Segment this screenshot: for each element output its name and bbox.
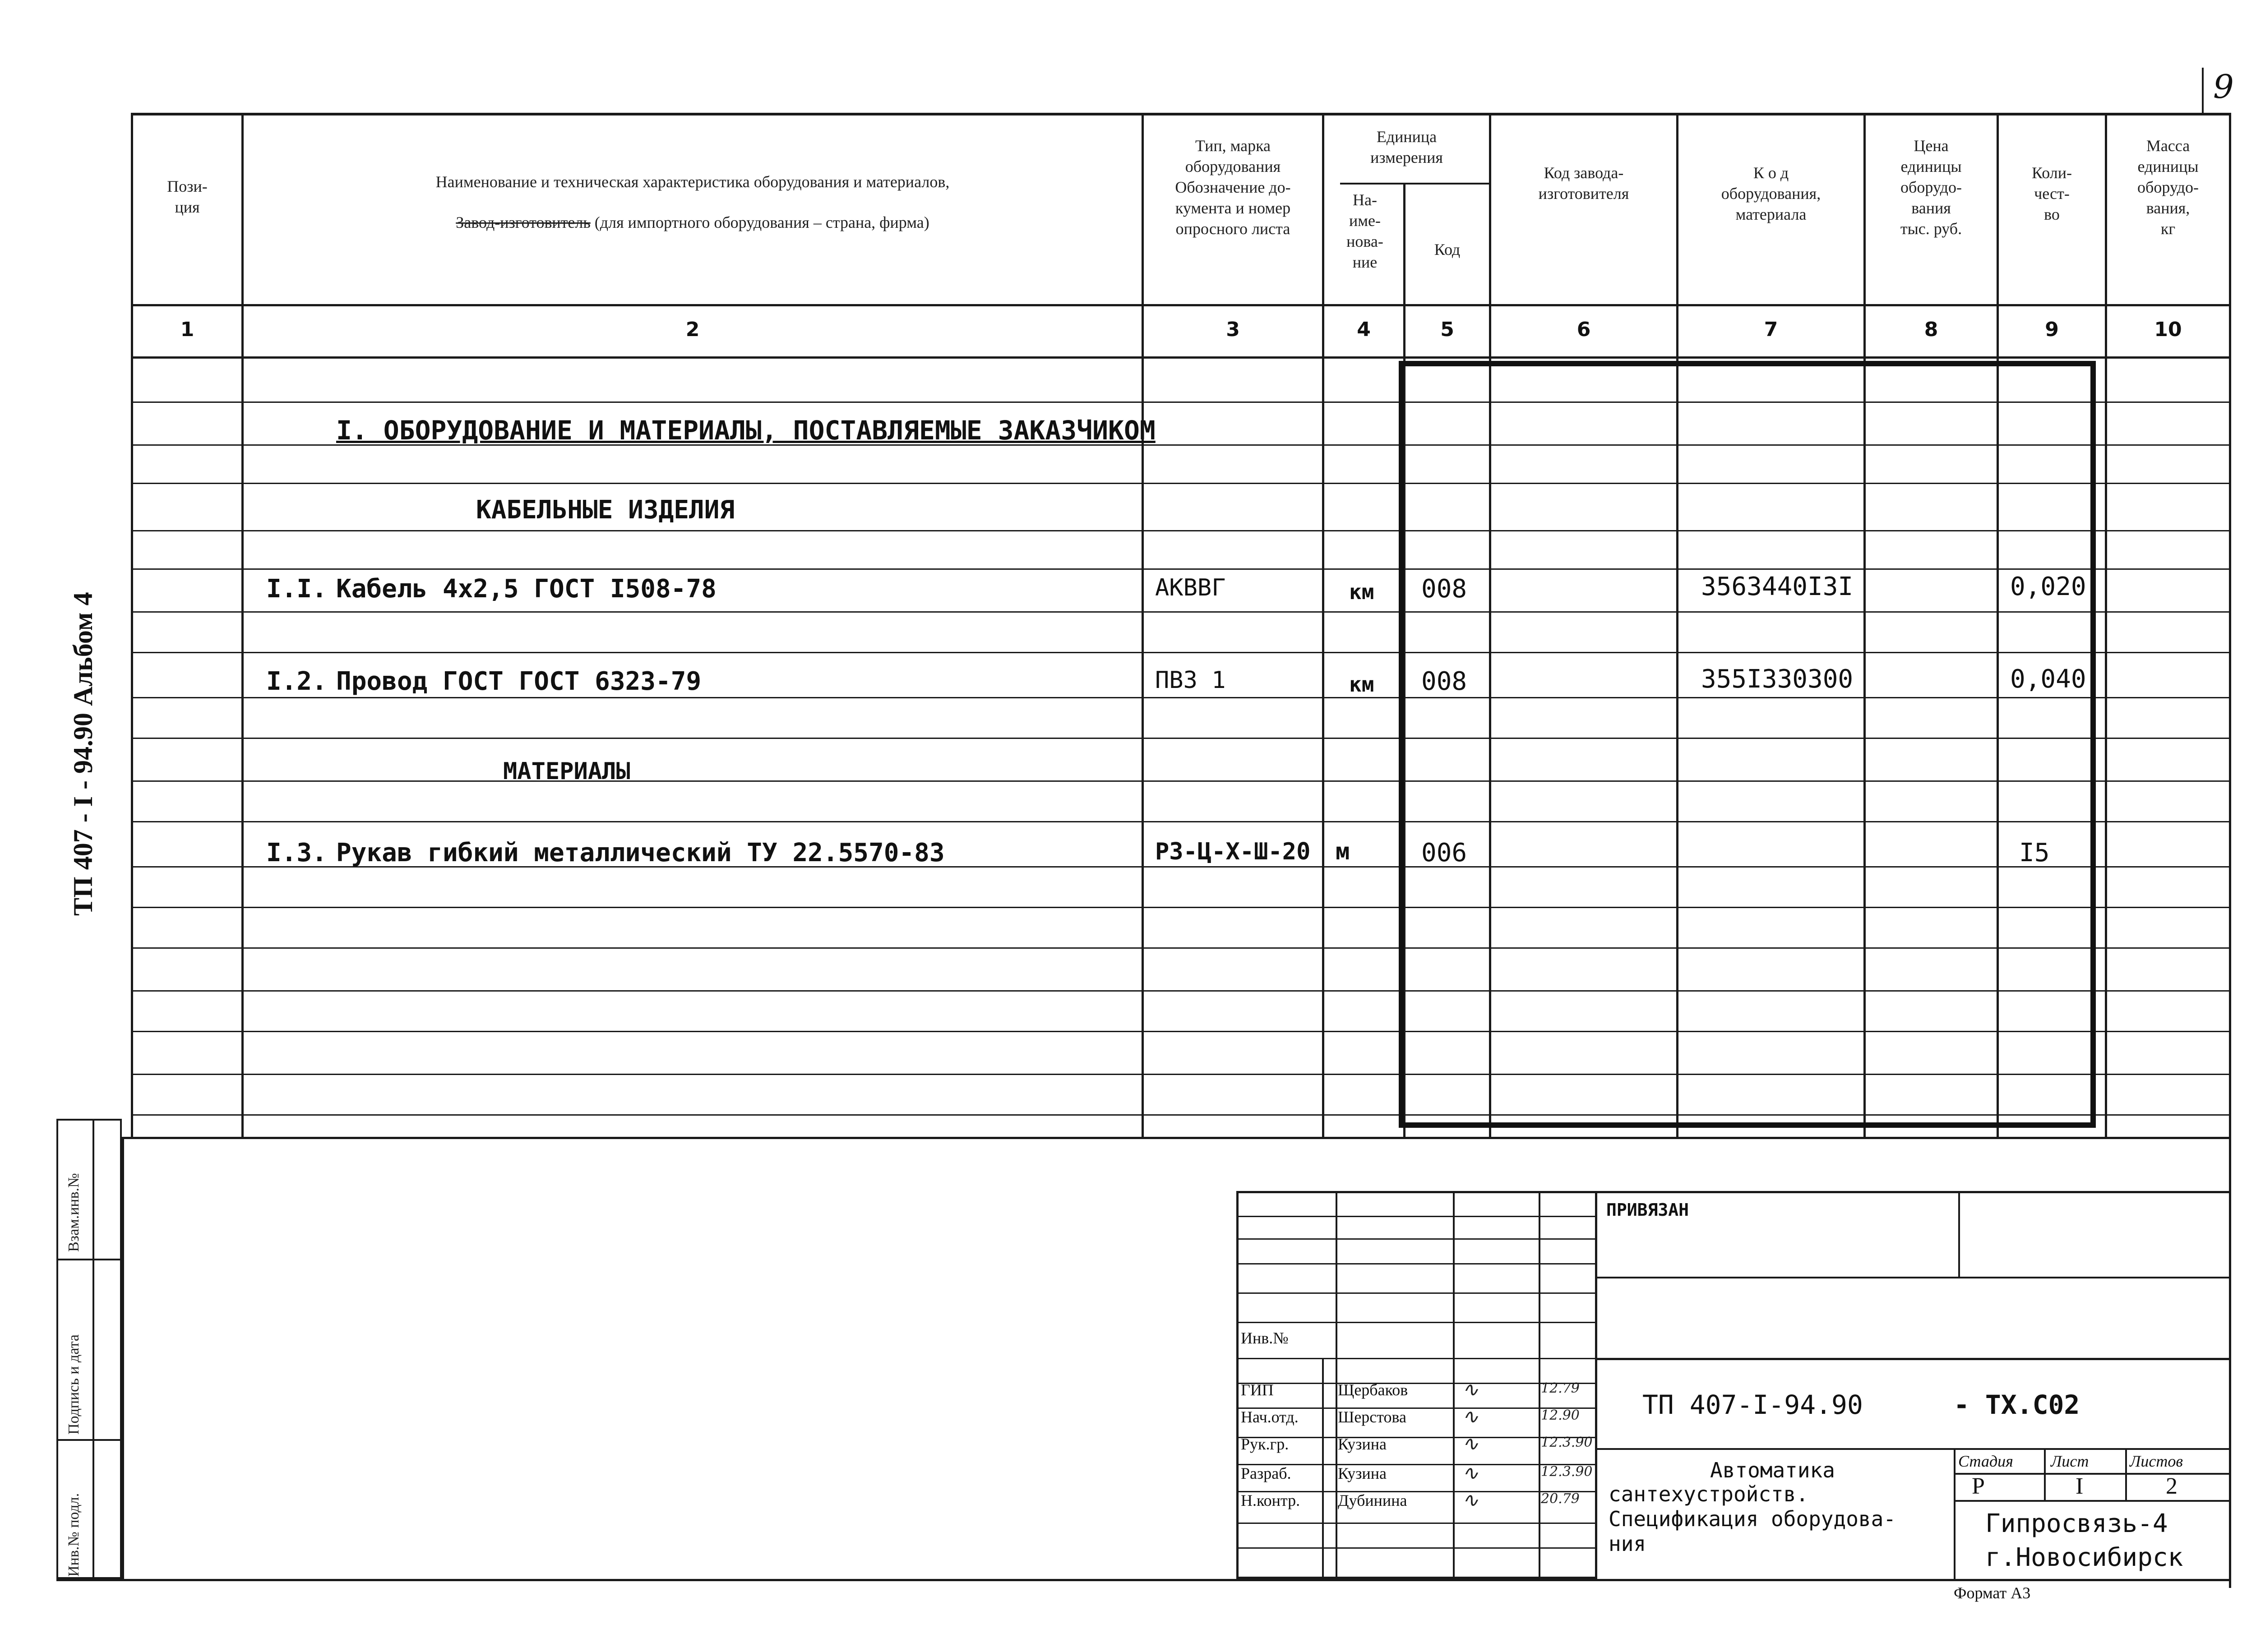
signer-role: Н.контр. [1241,1491,1300,1509]
signature-icon: ∿ [1462,1489,1479,1512]
stage-value: Р [1972,1473,1985,1499]
signature-icon: ∿ [1462,1462,1479,1485]
signer-date: 12.3.90 [1541,1435,1593,1450]
signer-date: 12.3.90 [1541,1464,1593,1480]
title-block-line [1236,1216,1597,1217]
title-block-line [1236,1547,1597,1549]
header-name: Наименование и техническая характеристика оборудования и материалов, [435,173,950,191]
signature-icon: ∿ [1462,1378,1479,1401]
header-position: Пози- ция [167,177,208,216]
highlight-box [1399,361,2096,1128]
org-name: Гипросвязь-4 [1985,1509,2168,1538]
doc-title-line2: сантехустройств. [1609,1482,1809,1506]
header-factory-code: Код завода- изготовителя [1538,164,1629,203]
section-title: I. ОБОРУДОВАНИЕ И МАТЕРИАЛЫ, ПОСТАВЛЯЕМЫЕ ЗАКАЗЧИКОМ [336,415,1156,446]
signer-date: 20.79 [1541,1491,1580,1507]
sheet-label: Лист [2051,1452,2089,1470]
signer-role: ГИП [1241,1381,1274,1399]
signature-icon: ∿ [1462,1405,1479,1428]
header-quantity: Коли- чест- во [2032,164,2072,223]
header-type: Тип, марка оборудования Обозначение до- кумента и номер опросного листа [1175,137,1291,238]
subsection-materials: МАТЕРИАЛЫ [503,758,630,785]
signer-name: Дубинина [1338,1491,1407,1509]
doc-code: ТП 407-I-94.90 [1642,1389,1863,1420]
doc-title-line1: Автоматика [1710,1458,1835,1482]
doc-title-line4: ния [1609,1532,1646,1556]
org-city: г.Новосибирск [1985,1543,2183,1572]
stage-label: Стадия [1958,1452,2013,1470]
side-label: ТП 407 - I - 94.90 Альбом 4 [68,592,98,916]
header-unit-code: Код [1434,240,1461,258]
signer-role: Разраб. [1241,1464,1291,1482]
sheet-value: I [2076,1473,2084,1499]
signer-name: Шерстова [1338,1408,1407,1426]
title-block-line [1236,1263,1597,1264]
signer-name: Кузина [1338,1464,1387,1482]
sheets-value: 2 [2166,1473,2177,1499]
signer-date: 12.90 [1541,1407,1580,1423]
signer-role: Нач.отд. [1241,1408,1299,1426]
title-block-line [1236,1322,1597,1323]
header-unit-group: Единица измерения [1370,128,1443,166]
format-label: Формат А3 [1954,1584,2031,1602]
title-block-line [1236,1358,1597,1359]
doc-suffix: - ТХ.С02 [1954,1389,2080,1420]
signer-date: 12.79 [1541,1380,1580,1396]
title-block-line [1236,1292,1597,1294]
signer-role: Рук.гр. [1241,1435,1289,1453]
subsection-cable: КАБЕЛЬНЫЕ ИЗДЕЛИЯ [476,495,735,525]
privyazan-label: ПРИВЯЗАН [1606,1200,1689,1220]
header-unit-name: На- име- нова- ние [1346,191,1383,271]
doc-title-line3: Спецификация оборудова- [1609,1507,1896,1531]
sheet-number: 9 [2213,68,2234,106]
sheets-label: Листов [2130,1452,2183,1470]
title-block-line [1236,1238,1597,1240]
signer-name: Кузина [1338,1435,1387,1453]
header-material-code: К о д оборудования, материала [1721,164,1821,223]
header-price: Цена единицы оборудо- вания тыс. руб. [1900,137,1962,238]
header-name-line2: Завод-изготовитель (для импортного оборудования – страна, фирма) [456,213,929,231]
title-block-line [1236,1523,1597,1524]
signer-name: Щербаков [1338,1381,1408,1399]
signature-icon: ∿ [1462,1432,1479,1455]
header-mass: Масса единицы оборудо- вания, кг [2137,137,2199,238]
sheet-number-border [2202,68,2204,113]
inv-label: Инв.№ [1241,1329,1289,1347]
